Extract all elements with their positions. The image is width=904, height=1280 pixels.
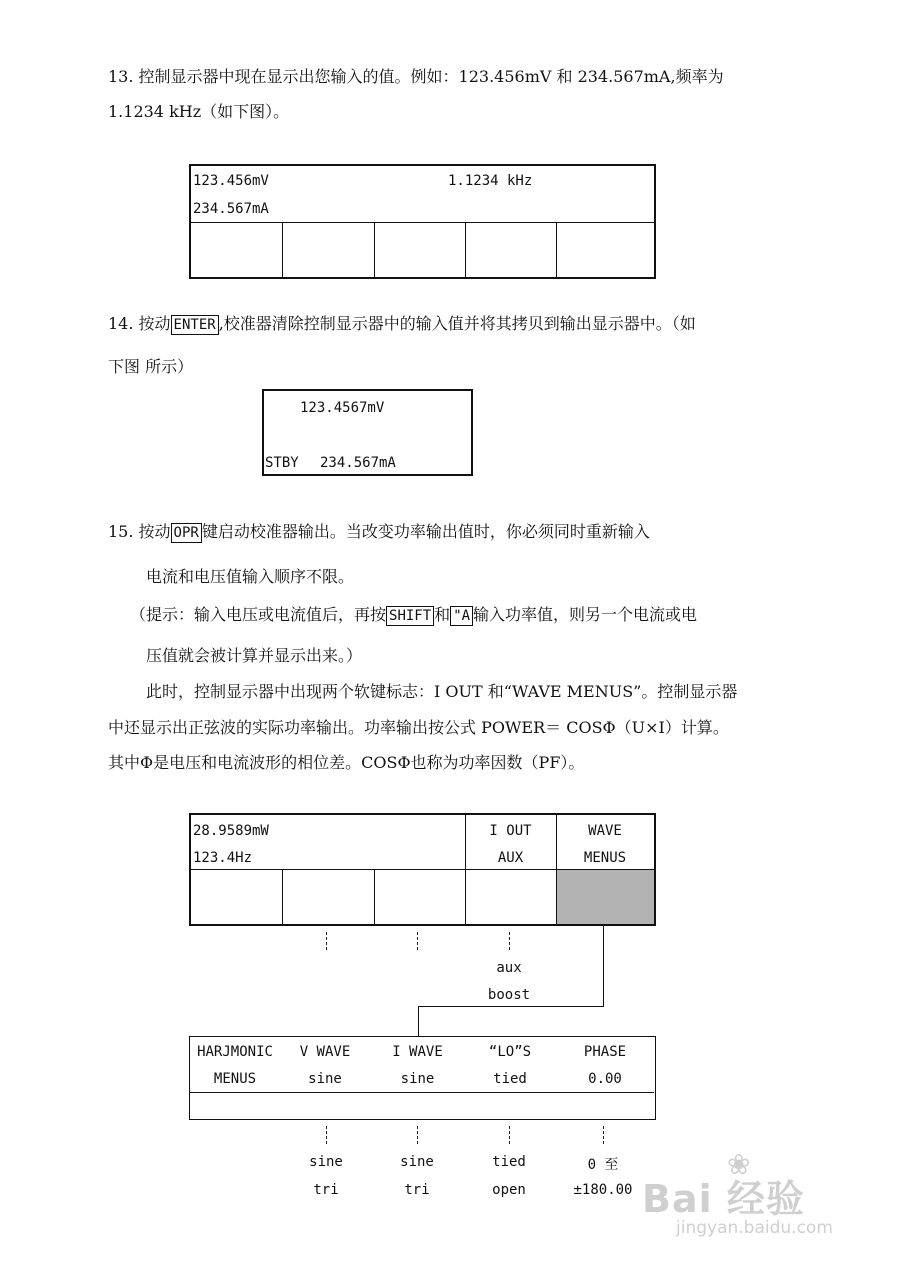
hint-prefix: （提示：输入电压或电流值后，再按 <box>130 605 387 624</box>
v-wave-label: V WAVE <box>299 1044 351 1060</box>
display1-current: 234.567mA <box>193 201 269 217</box>
dashed-connector <box>509 1126 510 1144</box>
harmonic-label: HARJMONIC <box>197 1044 273 1060</box>
step15-line2: 电流和电压值输入顺序不限。 <box>146 567 355 586</box>
dashed-connector <box>326 932 327 950</box>
softkey-divider <box>282 222 283 277</box>
menus-label: MENUS <box>213 1071 257 1087</box>
dashed-connector <box>326 1126 327 1144</box>
aux-label: AUX <box>497 850 524 866</box>
boost-option: boost <box>487 987 531 1003</box>
display3-frequency: 123.4Hz <box>193 850 253 866</box>
i-wave-label: I WAVE <box>392 1044 443 1060</box>
para-line2: 中还显示出正弦波的实际功率输出。功率输出按公式 POWER＝ COSΦ（U×I）计算。 <box>108 718 729 737</box>
lo-option-1: tied <box>492 1154 526 1170</box>
softkey-divider <box>556 222 557 277</box>
phase-option-2: ±180.00 <box>573 1182 633 1198</box>
para-line3: 其中Φ是电压和电流波形的相位差。COSΦ也称为功率因数（PF）。 <box>108 753 585 772</box>
row-divider <box>190 1092 654 1093</box>
para-line1: 此时，控制显示器中出现两个软键标志：I OUT 和“WAVE MENUS”。控制显示器 <box>146 682 738 701</box>
dashed-connector <box>417 1126 418 1144</box>
step13-line1: 13. 控制显示器中现在显示出您输入的值。例如：123.456mV 和 234.567mA,频率为 <box>108 67 724 86</box>
dashed-connector <box>509 932 510 950</box>
i-out-label: I OUT <box>489 823 532 839</box>
lo-label: “LO”S <box>488 1044 532 1060</box>
hint-suffix: 输入功率值，则另一个电流或电 <box>473 605 698 624</box>
softkey-row-divider <box>191 222 654 223</box>
wave-menus-softkey-highlight <box>556 870 654 924</box>
step14-suffix: ,校准器清除控制显示器中的输入值并将其拷贝到输出显示器中。（如 <box>218 314 696 333</box>
a-key: "A <box>450 606 473 626</box>
phase-label: PHASE <box>583 1044 627 1060</box>
display2-current: 234.567mA <box>320 455 396 471</box>
display2-voltage: 123.4567mV <box>300 400 385 416</box>
lo-option-2: open <box>492 1182 526 1198</box>
paw-icon: ❀ <box>727 1148 752 1181</box>
i-wave-option-1: sine <box>400 1154 434 1170</box>
menus-label: MENUS <box>583 850 627 866</box>
step15-prefix: 15. 按动 <box>108 522 171 541</box>
hint-mid: 和 <box>434 605 451 624</box>
phase-option-1: 0 至 <box>587 1157 619 1173</box>
softkey-divider <box>465 869 466 924</box>
step15-hint-line1 <box>130 604 697 626</box>
lo-value: tied <box>493 1071 527 1087</box>
display3-power: 28.9589mW <box>193 823 269 839</box>
phase-value: 0.00 <box>588 1071 622 1087</box>
step15-line1 <box>108 521 650 543</box>
baidu-watermark <box>642 1148 805 1223</box>
softkey-divider <box>374 222 375 277</box>
watermark-url: jingyan.baidu.com <box>676 1218 833 1238</box>
menu-connector-horizontal <box>418 1006 604 1007</box>
step15-hint-line2: 压值就会被计算并显示出来。） <box>146 646 363 665</box>
wave-menus-display <box>189 1036 656 1120</box>
step14-line2: 下图 所示） <box>108 357 194 376</box>
step13-line2: 1.1234 kHz（如下图）。 <box>108 102 290 121</box>
softkey-divider <box>282 869 283 924</box>
v-wave-option-2: tri <box>313 1182 339 1198</box>
output-display <box>262 389 473 476</box>
v-wave-option-1: sine <box>309 1154 343 1170</box>
i-wave-option-2: tri <box>404 1182 430 1198</box>
enter-key: ENTER <box>171 315 219 335</box>
menu-connector-vertical <box>603 926 604 1007</box>
v-wave-value: sine <box>308 1071 342 1087</box>
aux-option: aux <box>496 960 522 976</box>
display1-frequency: 1.1234 kHz <box>448 173 533 189</box>
menu-connector-drop <box>418 1006 419 1037</box>
display2-status: STBY <box>265 455 299 471</box>
display1-voltage: 123.456mV <box>193 173 269 189</box>
control-display-3 <box>189 813 656 926</box>
opr-key: OPR <box>171 523 202 543</box>
dashed-connector <box>603 1126 604 1144</box>
i-wave-value: sine <box>400 1071 435 1087</box>
softkey-divider <box>374 869 375 924</box>
step14-prefix: 14. 按动 <box>108 314 171 333</box>
step14-line1 <box>108 313 696 335</box>
dashed-connector <box>417 932 418 950</box>
step15-suffix: 键启动校准器输出。当改变功率输出值时，你必须同时重新输入 <box>201 522 650 541</box>
softkey-divider <box>465 222 466 277</box>
watermark-brand: Bai 经验 <box>642 1177 805 1221</box>
wave-label: WAVE <box>588 823 622 839</box>
control-display-1 <box>189 164 656 279</box>
shift-key: SHIFT <box>386 606 434 626</box>
